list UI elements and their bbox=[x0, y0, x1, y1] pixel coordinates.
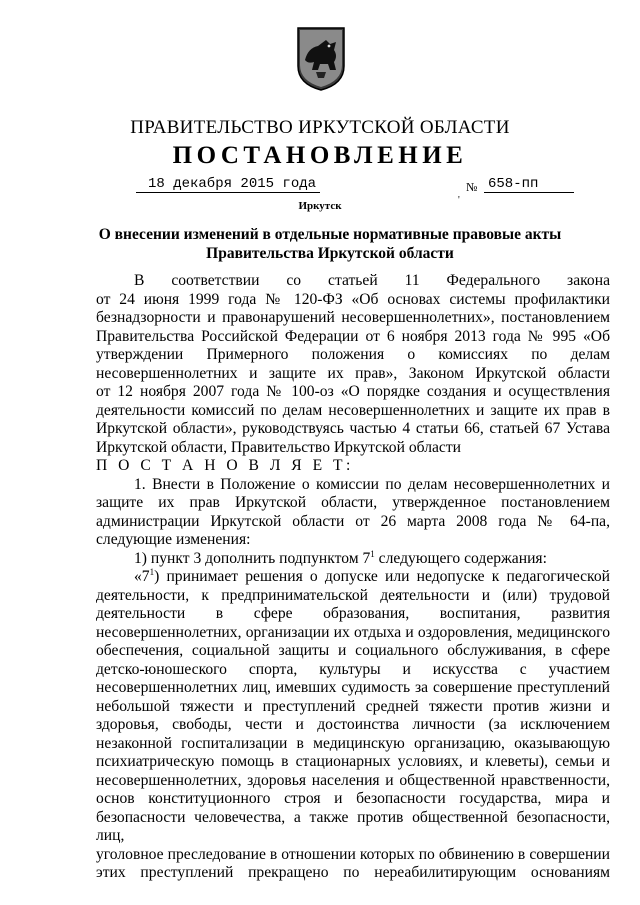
text-line: утверждении Примерного положения о комиссиях по делам bbox=[96, 346, 610, 363]
text-line: В соответствии со статьей 11 Федерального закона bbox=[134, 272, 610, 289]
text-line: несовершеннолетних лиц, имевших судимость за совершение преступлений bbox=[96, 679, 610, 696]
scan-mark: ' bbox=[458, 195, 460, 206]
city-name: Иркутск bbox=[298, 200, 342, 212]
text-line: этих преступлений прекращено по нереабилитирующим основаниям bbox=[96, 864, 610, 881]
text-line: безопасности человечества, а также против общественной безопасности, лиц, bbox=[96, 808, 610, 844]
sub-item-suffix: следующего содержания: bbox=[374, 549, 547, 567]
number-label: № bbox=[466, 180, 478, 194]
text-line: Иркутской области», руководствуясь частью 4 статьи 66, статьей 67 Устава bbox=[96, 420, 610, 437]
quote-open: «7 bbox=[134, 568, 150, 585]
document-date: 18 декабря 2015 года bbox=[136, 176, 320, 193]
text-line: безнадзорности и правонарушений несовершеннолетних», постановлением bbox=[96, 309, 610, 326]
text-line: несовершеннолетних, здоровья населения и общественной нравственности, bbox=[96, 771, 610, 789]
sub-item-line bbox=[96, 550, 610, 569]
document-body bbox=[96, 272, 610, 883]
text-line: основ конституционного строя и безопасности государства, мира и bbox=[96, 790, 610, 807]
coat-of-arms-icon bbox=[296, 26, 346, 92]
quote-first: ) принимает решения о допуске или недопуске к педагогической bbox=[154, 568, 610, 585]
text-line: деятельности, к предпринимательской деятельности и (или) трудовой bbox=[96, 586, 610, 604]
text-line: несовершеннолетних и защите их прав», Законом Иркутской области bbox=[96, 364, 610, 382]
quote-line bbox=[96, 568, 610, 587]
sub-item-prefix: 1) пункт 3 дополнить подпунктом 7 bbox=[134, 549, 371, 567]
superscript: 1 bbox=[370, 548, 375, 559]
text-line: защите их прав Иркутской области, утвержденное постановлением bbox=[96, 494, 610, 511]
text-line: Правительства Российской Федерации от 6 ноября 2013 года № 995 «Об bbox=[96, 327, 610, 345]
decree-word: П О С Т А Н О В Л Я Е Т: bbox=[96, 457, 354, 474]
title-line: Правительства Иркутской области bbox=[206, 245, 454, 262]
text-line: от 24 июня 1999 года № 120-ФЗ «Об основах системы профилактики bbox=[96, 290, 610, 308]
text-line: деятельности в сфере образования, воспитания, развития bbox=[96, 605, 610, 622]
text-line: небольшой тяжести и преступлений средней тяжести против жизни и bbox=[96, 697, 610, 715]
text-line: Иркутской области, Правительство Иркутской области bbox=[96, 438, 461, 456]
government-name: ПРАВИТЕЛЬСТВО ИРКУТСКОЙ ОБЛАСТИ bbox=[130, 117, 510, 138]
text-line: обеспечения, социальной защиты и социального обслуживания, в сфере bbox=[96, 642, 610, 659]
document-type: ПОСТАНОВЛЕНИЕ bbox=[172, 142, 468, 169]
text-line: 1. Внести в Положение о комиссии по делам несовершеннолетних и bbox=[134, 475, 610, 493]
text-line: уголовное преследование в отношении которых по обвинению в совершении bbox=[96, 845, 610, 863]
document-number: 658-пп bbox=[484, 176, 574, 193]
text-line: детско-юношеского спорта, культуры и искусства с участием bbox=[96, 660, 610, 678]
text-line: от 12 ноября 2007 года № 100-оз «О порядке создания и осуществления bbox=[96, 383, 610, 400]
text-line: здоровья, свободы, чести и достоинства личности (за исключением bbox=[96, 716, 610, 733]
text-line: деятельности комиссий по делам несовершеннолетних и защите их прав в bbox=[96, 401, 610, 419]
superscript: 1 bbox=[149, 567, 155, 577]
text-line: психиатрическую помощь в стационарных условиях, и клеветы), семьи и bbox=[96, 753, 610, 770]
text-line: администрации Иркутской области от 26 марта 2008 года № 64-па, bbox=[96, 512, 610, 530]
text-line: незаконной госпитализации в медицинскую организацию, оказывающую bbox=[96, 734, 610, 752]
document-title bbox=[80, 225, 580, 263]
text-line: несовершеннолетних, организации их отдыха и оздоровления, медицинского bbox=[96, 623, 610, 641]
title-line: О внесении изменений в отдельные нормативные правовые акты bbox=[98, 226, 562, 243]
text-line: следующие изменения: bbox=[96, 531, 251, 548]
